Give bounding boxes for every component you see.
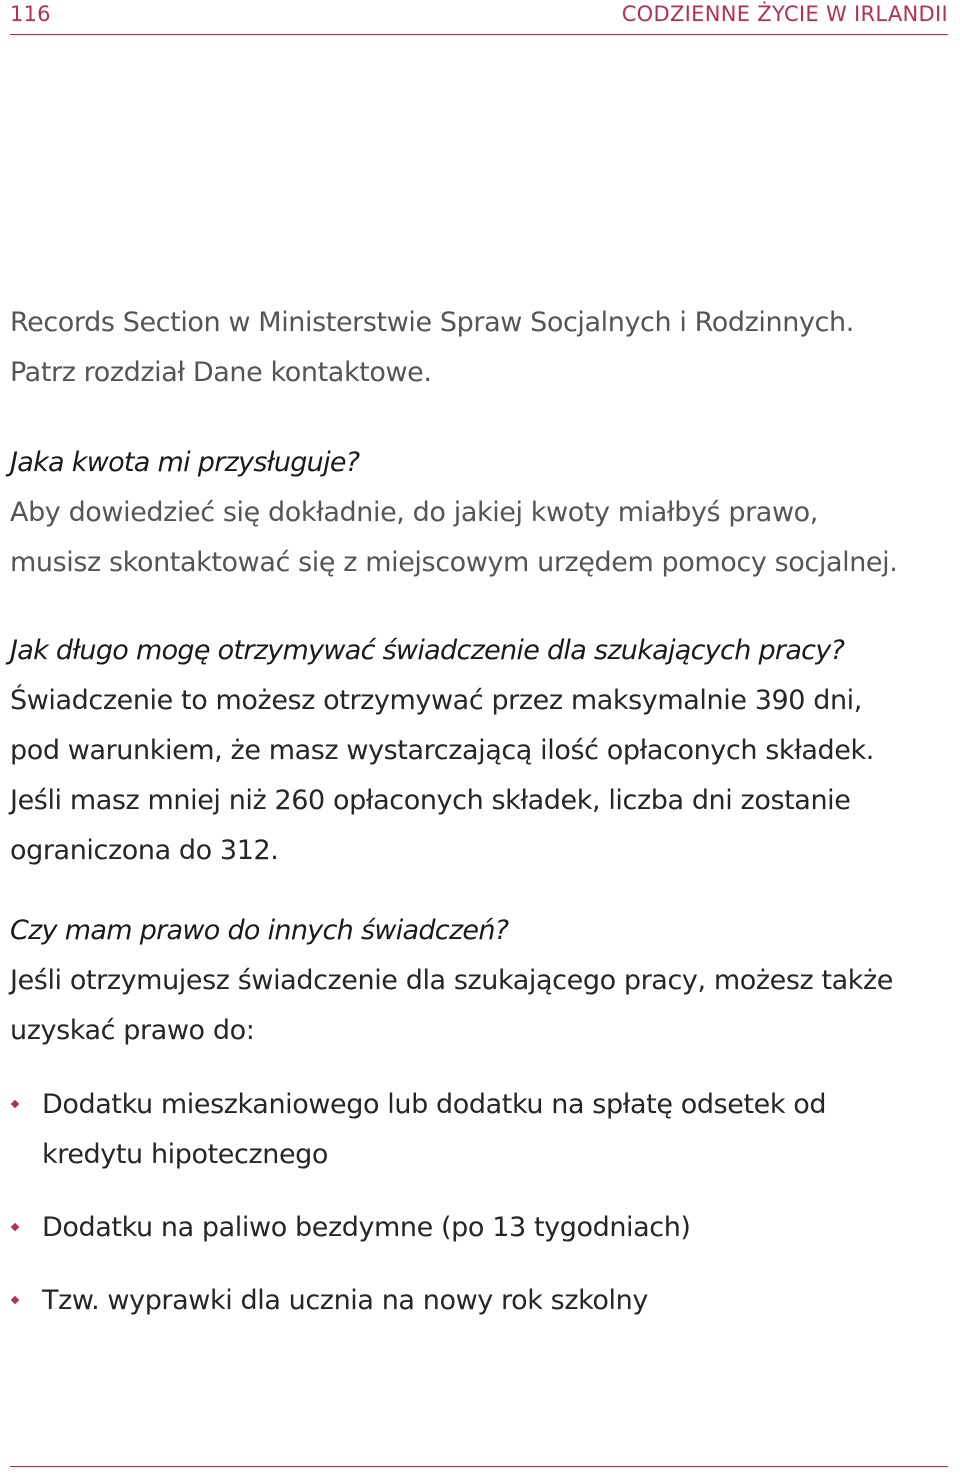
section-heading: Czy mam prawo do innych świadczeń?: [10, 915, 509, 946]
list-item: [10, 1080, 940, 1180]
page-number: 116: [10, 2, 51, 26]
list-item-line: Dodatku mieszkaniowego lub dodatku na spłatę odsetek od: [42, 1089, 827, 1120]
section-other-benefits: [10, 906, 940, 1326]
list-item-line: Tzw. wyprawki dla ucznia na nowy rok szkolny: [42, 1285, 648, 1316]
paragraph-line: Jeśli otrzymujesz świadczenie dla szukającego pracy, możesz także: [10, 965, 894, 996]
page-body: [10, 298, 940, 1349]
paragraph-line: Aby dowiedzieć się dokładnie, do jakiej kwoty miałbyś prawo,: [10, 497, 818, 528]
paragraph-line: uzyskać prawo do:: [10, 1015, 255, 1046]
list-item: [10, 1203, 940, 1253]
list-item-line: kredytu hipotecznego: [42, 1139, 329, 1170]
intro-paragraph: [10, 298, 940, 398]
paragraph-line: Świadczenie to możesz otrzymywać przez maksymalnie 390 dni,: [10, 685, 862, 716]
paragraph-line: ograniczona do 312.: [10, 835, 279, 866]
paragraph-line: Jeśli masz mniej niż 260 opłaconych składek, liczba dni zostanie: [10, 785, 851, 816]
diamond-bullet-icon: [11, 1223, 19, 1231]
footer-rule: [10, 1466, 948, 1467]
list-item-line: Dodatku na paliwo bezdymne (po 13 tygodniach): [42, 1212, 691, 1243]
intro-line: Records Section w Ministerstwie Spraw Socjalnych i Rodzinnych.: [10, 307, 854, 338]
diamond-bullet-icon: [11, 1100, 19, 1108]
section-duration: [10, 626, 940, 876]
diamond-bullet-icon: [11, 1296, 19, 1304]
section-heading: Jaka kwota mi przysługuje?: [10, 447, 360, 478]
section-heading: Jak długo mogę otrzymywać świadczenie dla szukających pracy?: [10, 635, 845, 666]
list-item: [10, 1276, 940, 1326]
section-amount: [10, 438, 940, 588]
benefits-list: [10, 1080, 940, 1326]
paragraph-line: musisz skontaktować się z miejscowym urzędem pomocy socjalnej.: [10, 547, 898, 578]
intro-line: Patrz rozdział Dane kontaktowe.: [10, 357, 432, 388]
page-header: [10, 0, 948, 35]
running-title: CODZIENNE ŻYCIE W IRLANDII: [621, 2, 948, 26]
paragraph-line: pod warunkiem, że masz wystarczającą ilość opłaconych składek.: [10, 735, 874, 766]
